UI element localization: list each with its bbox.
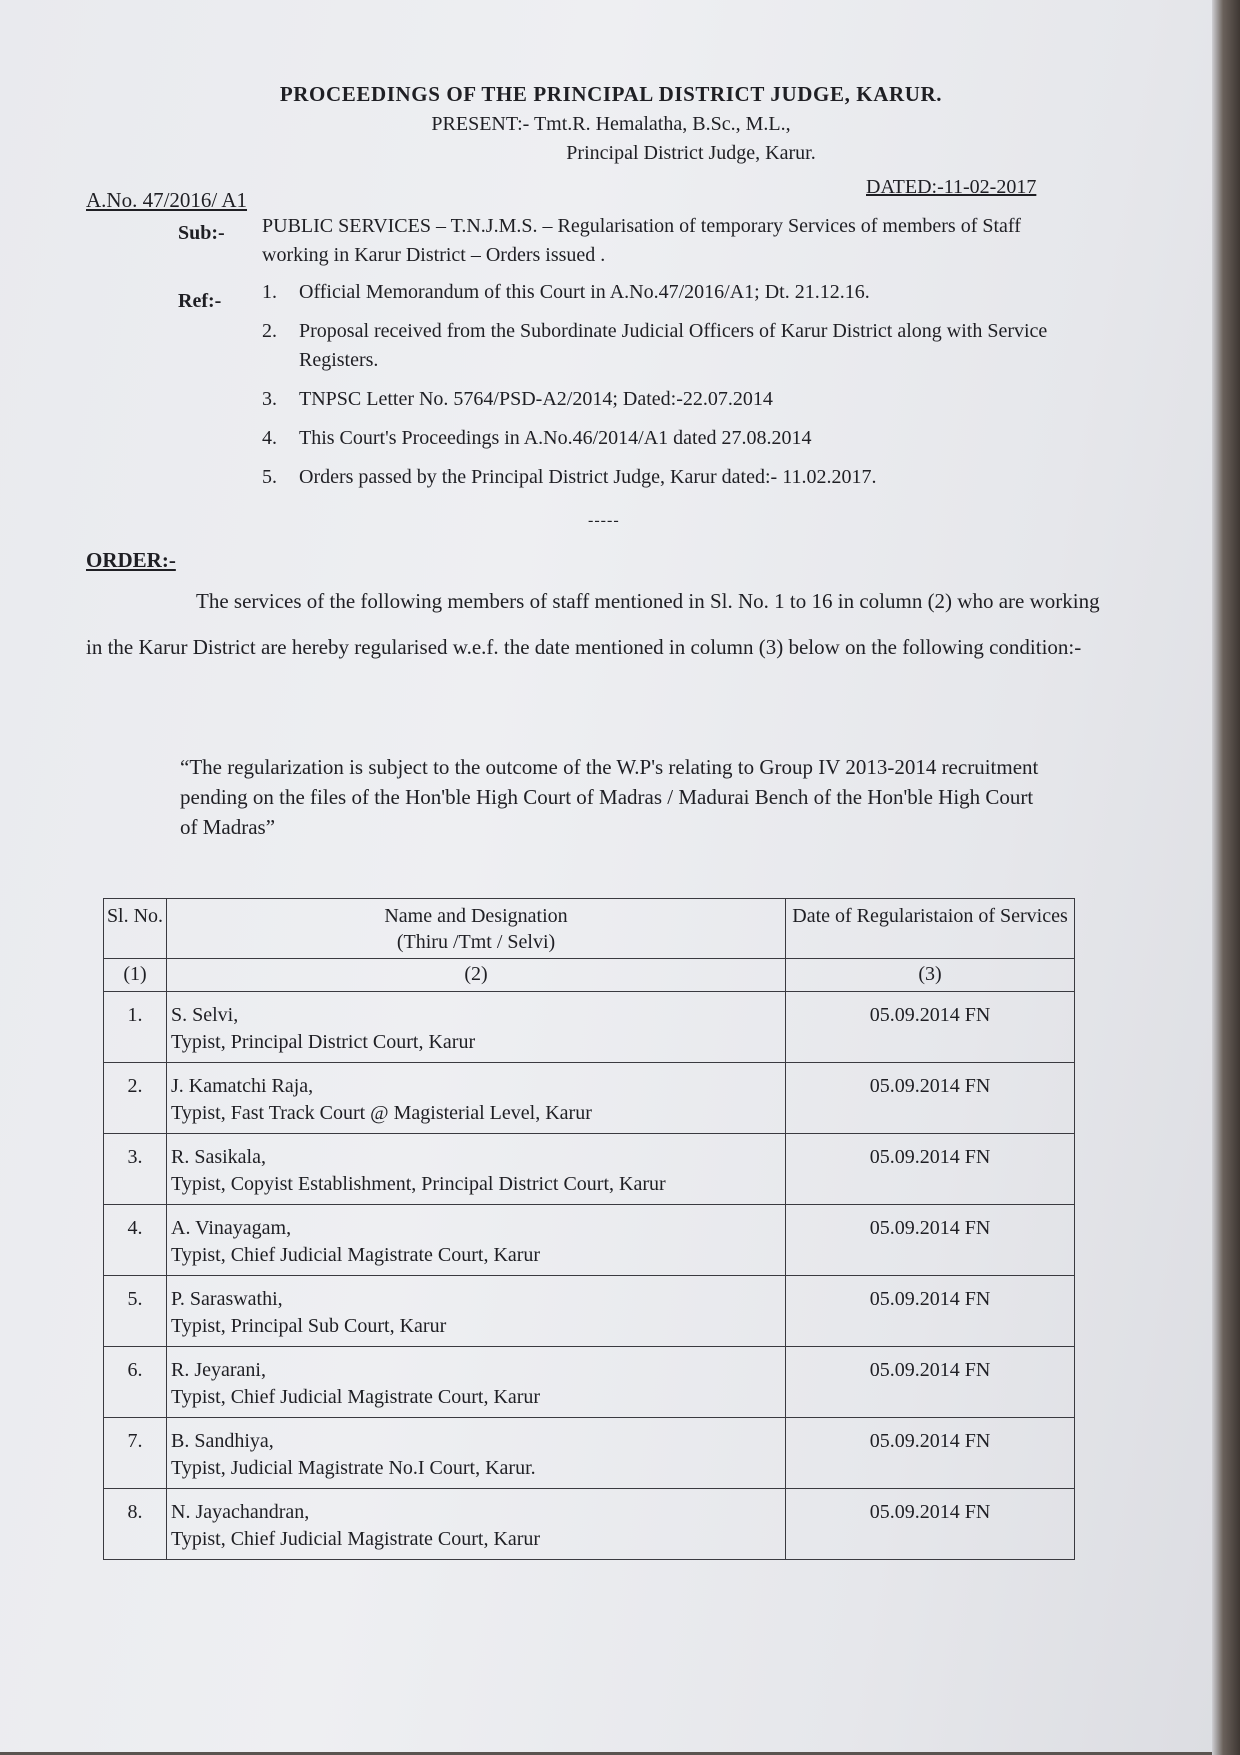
table-row: 3. R. Sasikala, Typist, Copyist Establishment, Principal District Court, Karur 05.09.2014 FN	[104, 1134, 1075, 1205]
presiding-officer: PRESENT:- Tmt.R. Hemalatha, B.Sc., M.L.,	[431, 113, 791, 135]
staff-table	[103, 898, 1075, 1560]
staff-designation: Typist, Chief Judicial Magistrate Court, Karur	[171, 1528, 541, 1550]
column-number: (3)	[786, 959, 1075, 992]
reference-item: 3. TNPSC Letter No. 5764/PSD-A2/2014; Dated:-22.07.2014	[262, 388, 773, 410]
staff-designation: Typist, Judicial Magistrate No.I Court, Karur.	[171, 1457, 536, 1479]
references-list	[262, 278, 1062, 502]
order-body: The services of the following members of staff mentioned in Sl. No. 1 to 16 in column (2) who are working in the Karur District are hereby regularised w.e.f. the date mentioned in column (3) below on the following condition:-	[86, 589, 1100, 659]
table-row: 5. P. Saraswathi, Typist, Principal Sub Court, Karur 05.09.2014 FN	[104, 1276, 1075, 1347]
staff-name: S. Selvi,	[171, 1004, 239, 1026]
staff-designation: Typist, Chief Judicial Magistrate Court, Karur	[171, 1244, 541, 1266]
page-edge-shadow	[1212, 0, 1240, 1755]
separator: -----	[588, 512, 620, 529]
regularisation-date: 05.09.2014 FN	[786, 1418, 1075, 1489]
regularisation-date: 05.09.2014 FN	[786, 1489, 1075, 1560]
header-sl-no: Sl. No.	[104, 899, 167, 959]
order-condition: “The regularization is subject to the outcome of the W.P's relating to Group IV 2013-2014 recruitment pending on the files of the Hon'ble High Court of Madras / Madurai Bench of the Hon'ble High Court of Madras”	[180, 755, 1039, 839]
subject-label: Sub:-	[178, 222, 225, 244]
staff-name: R. Jeyarani,	[171, 1359, 266, 1381]
regularisation-date: 05.09.2014 FN	[786, 1134, 1075, 1205]
column-number: (2)	[167, 959, 786, 992]
staff-designation: Typist, Fast Track Court @ Magisterial Level, Karur	[171, 1102, 592, 1124]
references-label: Ref:-	[178, 290, 222, 312]
staff-name: J. Kamatchi Raja,	[171, 1075, 314, 1097]
staff-designation: Typist, Principal District Court, Karur	[171, 1031, 476, 1053]
staff-name: P. Saraswathi,	[171, 1288, 283, 1310]
header-date: Date of Regularistaion of Services	[786, 899, 1075, 959]
table-row: 4. A. Vinayagam, Typist, Chief Judicial Magistrate Court, Karur 05.09.2014 FN	[104, 1205, 1075, 1276]
reference-item: 5. Orders passed by the Principal District Judge, Karur dated:- 11.02.2017.	[262, 466, 877, 488]
header-name-designation: Name and Designation (Thiru /Tmt / Selvi)	[167, 899, 786, 959]
reference-item: 4. This Court's Proceedings in A.No.46/2014/A1 dated 27.08.2014	[262, 427, 812, 449]
column-number-row	[104, 959, 1075, 992]
table-row: 1. S. Selvi, Typist, Principal District Court, Karur 05.09.2014 FN	[104, 992, 1075, 1063]
header-block	[0, 82, 1222, 165]
reference-number: A.No. 47/2016/ A1	[86, 188, 248, 212]
regularisation-date: 05.09.2014 FN	[786, 992, 1075, 1063]
staff-name: A. Vinayagam,	[171, 1217, 292, 1239]
regularisation-date: 05.09.2014 FN	[786, 1205, 1075, 1276]
order-date: DATED:-11-02-2017	[866, 176, 1037, 198]
table-row: 8. N. Jayachandran, Typist, Chief Judicial Magistrate Court, Karur 05.09.2014 FN	[104, 1489, 1075, 1560]
subject-text: PUBLIC SERVICES – T.N.J.M.S. – Regularisation of temporary Services of members of Staff working in Karur District – Orders issued .	[262, 215, 1021, 266]
staff-name: N. Jayachandran,	[171, 1501, 310, 1523]
staff-name: B. Sandhiya,	[171, 1430, 274, 1452]
staff-designation: Typist, Copyist Establishment, Principal District Court, Karur	[171, 1173, 666, 1195]
table-row: 2. J. Kamatchi Raja, Typist, Fast Track Court @ Magisterial Level, Karur 05.09.2014 FN	[104, 1063, 1075, 1134]
table-header-row	[104, 899, 1075, 959]
table-row: 6. R. Jeyarani, Typist, Chief Judicial Magistrate Court, Karur 05.09.2014 FN	[104, 1347, 1075, 1418]
order-heading: ORDER:-	[86, 548, 176, 572]
officer-designation: Principal District Judge, Karur.	[566, 142, 816, 164]
staff-name: R. Sasikala,	[171, 1146, 266, 1168]
column-number: (1)	[104, 959, 167, 992]
reference-item: 1. Official Memorandum of this Court in A.No.47/2016/A1; Dt. 21.12.16.	[262, 281, 870, 303]
court-title: PROCEEDINGS OF THE PRINCIPAL DISTRICT JUDGE, KARUR.	[279, 82, 943, 106]
table-row: 7. B. Sandhiya, Typist, Judicial Magistrate No.I Court, Karur. 05.09.2014 FN	[104, 1418, 1075, 1489]
regularisation-date: 05.09.2014 FN	[786, 1063, 1075, 1134]
regularisation-date: 05.09.2014 FN	[786, 1347, 1075, 1418]
staff-designation: Typist, Chief Judicial Magistrate Court, Karur	[171, 1386, 541, 1408]
regularisation-date: 05.09.2014 FN	[786, 1276, 1075, 1347]
reference-item: 2. Proposal received from the Subordinate Judicial Officers of Karur District along with Service Registers.	[262, 320, 1048, 371]
staff-designation: Typist, Principal Sub Court, Karur	[171, 1315, 447, 1337]
